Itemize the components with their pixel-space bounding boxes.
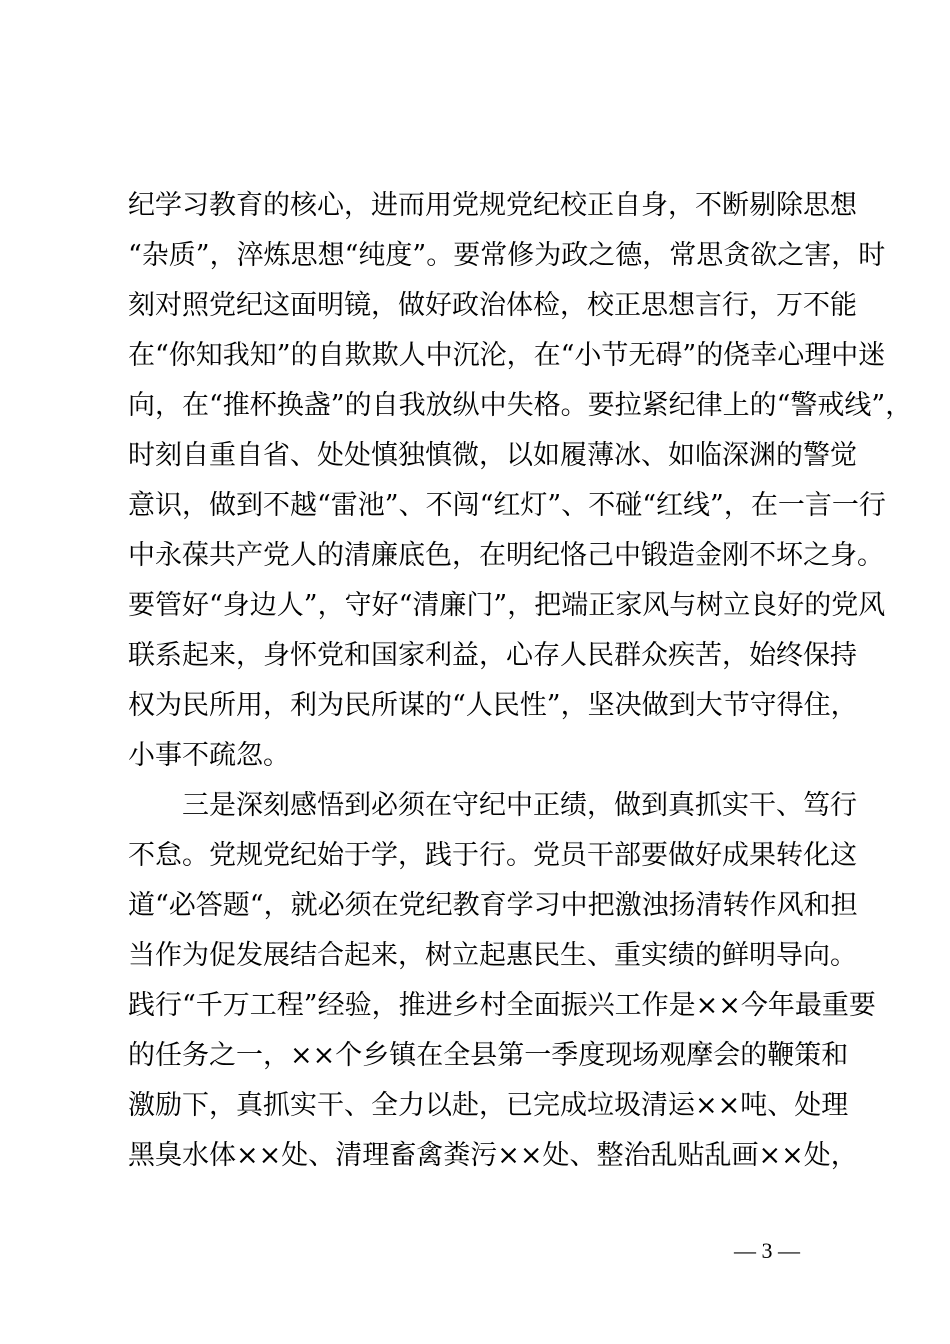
paragraph-start-line: 三是深刻感悟到必须在守纪中正绩，做到真抓实干、笃行 [128, 790, 857, 821]
text-line: 中永葆共产党人的清廉底色，在明纪恪己中锻造金刚不坏之身。 [128, 540, 884, 571]
text-line: “杂质”，淬炼思想“纯度”。要常修为政之德，常思贪欲之害，时 [128, 240, 886, 271]
text-line: 道“必答题“，就必须在党纪教育学习中把激浊扬清转作风和担 [128, 890, 858, 921]
text-line: 的任务之一，××个乡镇在全县第一季度现场观摩会的鞭策和 [128, 1040, 849, 1071]
text-line: 在“你知我知”的自欺欺人中沉沦，在“小节无碍”的侥幸心理中迷 [128, 340, 886, 371]
text-line: 权为民所用，利为民所谋的“人民性”，坚决做到大节守得住， [128, 690, 858, 721]
text-line: 纪学习教育的核心，进而用党规党纪校正自身，不断剔除思想 [128, 190, 857, 221]
page-number: — 3 — [734, 1238, 800, 1263]
text-line: 小事不疏忽。 [128, 740, 290, 771]
text-line: 向，在“推杯换盏”的自我放纵中失格。要拉紧纪律上的“警戒线”， [128, 390, 913, 421]
text-line: 当作为促发展结合起来，树立起惠民生、重实绩的鲜明导向。 [128, 940, 857, 971]
text-line: 践行“千万工程”经验，推进乡村全面振兴工作是××今年最重要 [128, 990, 876, 1021]
text-line: 时刻自重自省、处处慎独慎微，以如履薄冰、如临深渊的警觉 [128, 440, 857, 471]
text-line: 要管好“身边人”，守好“清廉门”，把端正家风与树立良好的党风 [128, 590, 886, 621]
text-line: 不怠。党规党纪始于学，践于行。党员干部要做好成果转化这 [128, 840, 857, 871]
text-line: 刻对照党纪这面明镜，做好政治体检，校正思想言行，万不能 [128, 290, 857, 321]
text-line: 黑臭水体××处、清理畜禽粪污××处、整治乱贴乱画××处， [128, 1140, 858, 1171]
text-line: 意识，做到不越“雷池”、不闯“红灯”、不碰“红线”，在一言一行 [128, 490, 886, 521]
text-line: 联系起来，身怀党和国家利益，心存人民群众疾苦，始终保持 [128, 640, 857, 671]
text-line: 激励下，真抓实干、全力以赴，已完成垃圾清运××吨、处理 [128, 1090, 849, 1121]
